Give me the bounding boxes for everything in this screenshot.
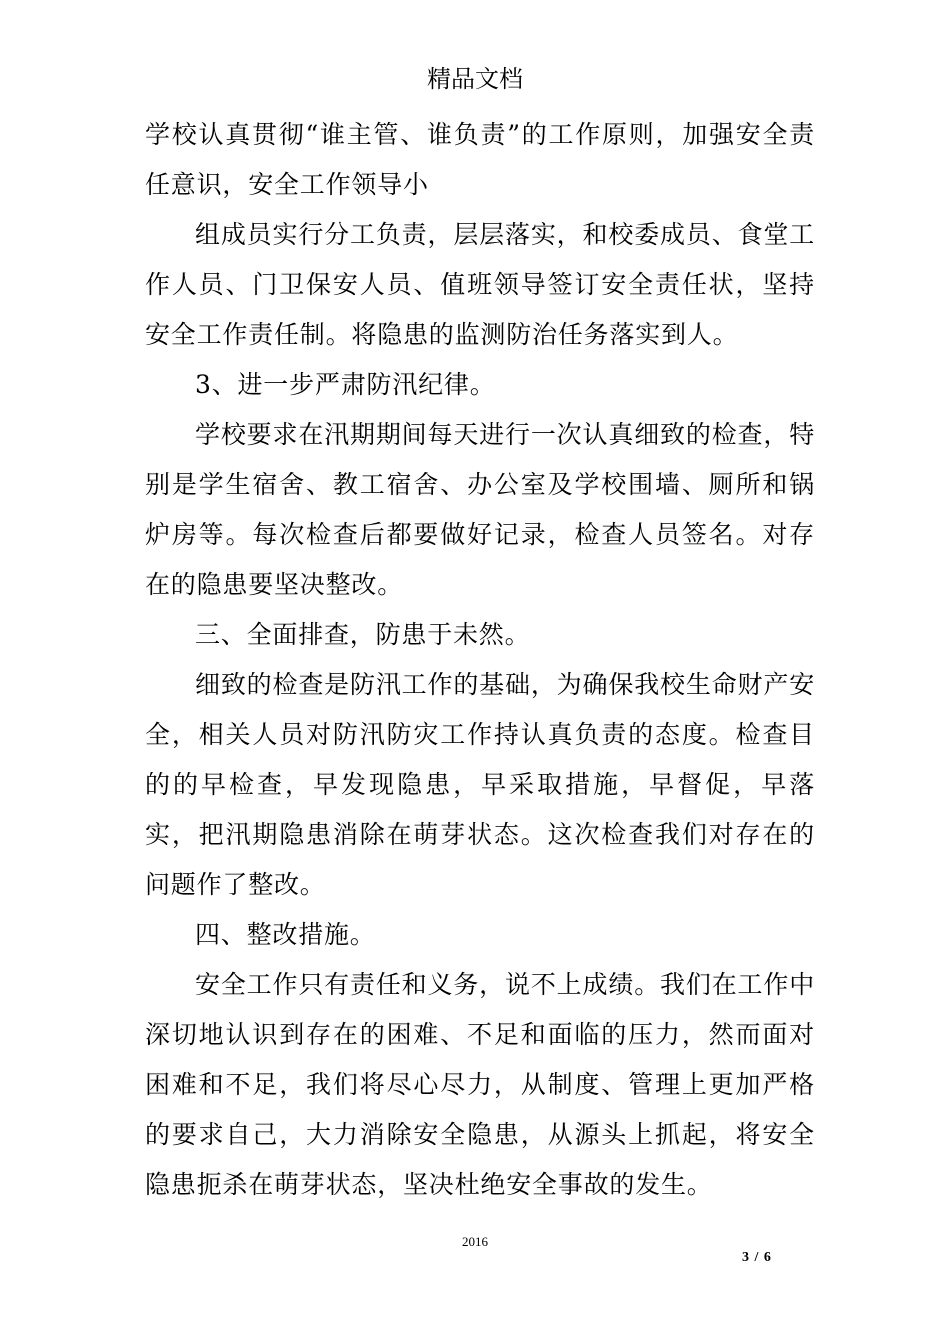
paragraph-6: 细致的检查是防汛工作的基础，为确保我校生命财产安全，相关人员对防汛防灾工作持认真负责的态度。检查目的的早检查，早发现隐患，早采取措施，早督促，早落实，把汛期隐患消除在萌芽状态。这次检查我们对存在的问题作了整改。	[145, 670, 815, 899]
section-heading-4: 四、整改措施。	[195, 920, 376, 949]
section-heading-3: 三、全面排查，防患于未然。	[195, 620, 531, 649]
paragraph-8: 安全工作只有责任和义务，说不上成绩。我们在工作中深切地认识到存在的困难、不足和面临的压力，然而面对困难和不足，我们将尽心尽力，从制度、管理上更加严格的要求自己，大力消除安全隐患，从源头上抓起，将安全隐患扼杀在萌芽状态，坚决杜绝安全事故的发生。	[145, 970, 815, 1199]
paragraph-1: 学校认真贯彻“谁主管、谁负责”的工作原则，加强安全责任意识，安全工作领导小	[145, 120, 815, 199]
paragraph-2: 组成员实行分工负责，层层落实，和校委成员、食堂工作人员、门卫保安人员、值班领导签订安全责任状，坚持安全工作责任制。将隐患的监测防治任务落实到人。	[145, 220, 815, 349]
page-number: 3 / 6	[742, 1250, 772, 1265]
paragraph-3: 3、进一步严肃防汛纪律。	[195, 370, 496, 399]
paragraph-4: 学校要求在汛期期间每天进行一次认真细致的检查，特别是学生宿舍、教工宿舍、办公室及学校围墙、厕所和锅炉房等。每次检查后都要做好记录，检查人员签名。对存在的隐患要坚决整改。	[145, 420, 815, 599]
footer-year: 2016	[462, 1234, 488, 1249]
page-header-title: 精品文档	[427, 65, 523, 93]
document-body	[145, 110, 815, 1210]
